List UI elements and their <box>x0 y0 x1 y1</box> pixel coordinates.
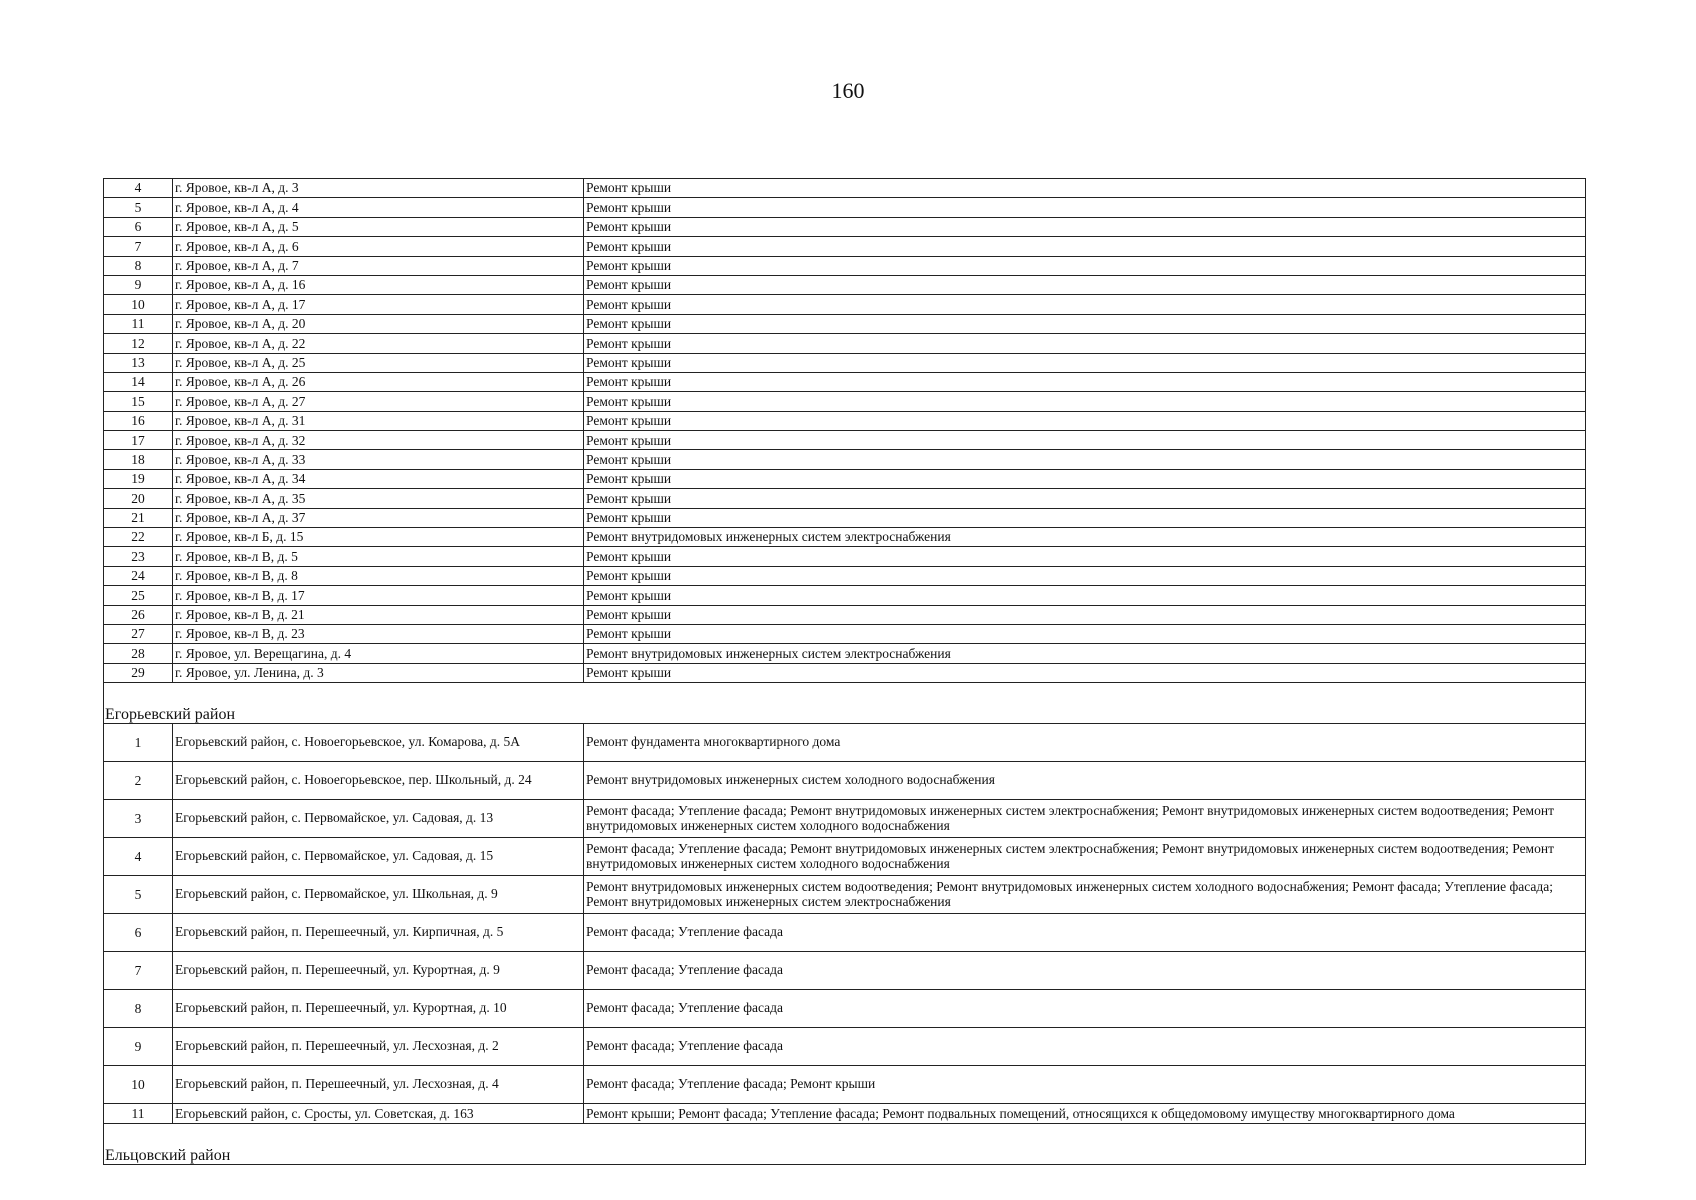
table-row <box>104 295 1586 314</box>
row-address: Егорьевский район, п. Перешеечный, ул. Лесхозная, д. 4 <box>173 1066 584 1104</box>
table-row <box>104 838 1586 876</box>
row-address: г. Яровое, кв-л А, д. 26 <box>173 372 584 391</box>
row-work-type: Ремонт фасада; Утепление фасада <box>584 914 1586 952</box>
row-work-type: Ремонт крыши <box>584 663 1586 682</box>
row-number: 21 <box>104 508 173 527</box>
table-row <box>104 198 1586 217</box>
row-number: 19 <box>104 469 173 488</box>
row-address: г. Яровое, кв-л А, д. 17 <box>173 295 584 314</box>
row-number: 10 <box>104 295 173 314</box>
row-work-type: Ремонт крыши <box>584 275 1586 294</box>
table-row <box>104 952 1586 990</box>
table-row <box>104 314 1586 333</box>
row-address: г. Яровое, кв-л А, д. 16 <box>173 275 584 294</box>
table-row <box>104 800 1586 838</box>
row-number: 4 <box>104 179 173 198</box>
row-address: Егорьевский район, с. Первомайское, ул. Садовая, д. 15 <box>173 838 584 876</box>
row-number: 22 <box>104 528 173 547</box>
row-number: 9 <box>104 275 173 294</box>
row-number: 27 <box>104 624 173 643</box>
row-work-type: Ремонт внутридомовых инженерных систем электроснабжения <box>584 528 1586 547</box>
row-number: 4 <box>104 838 173 876</box>
row-work-type: Ремонт крыши <box>584 431 1586 450</box>
table-row <box>104 914 1586 952</box>
row-number: 5 <box>104 876 173 914</box>
row-number: 11 <box>104 1104 173 1123</box>
row-address: Егорьевский район, с. Новоегорьевское, пер. Школьный, д. 24 <box>173 762 584 800</box>
table-row <box>104 237 1586 256</box>
row-work-type: Ремонт крыши <box>584 179 1586 198</box>
table-row <box>104 489 1586 508</box>
row-address: г. Яровое, кв-л А, д. 6 <box>173 237 584 256</box>
row-work-type: Ремонт крыши <box>584 489 1586 508</box>
row-work-type: Ремонт внутридомовых инженерных систем электроснабжения <box>584 644 1586 663</box>
row-number: 25 <box>104 586 173 605</box>
row-number: 28 <box>104 644 173 663</box>
row-address: г. Яровое, кв-л Б, д. 15 <box>173 528 584 547</box>
row-work-type: Ремонт крыши <box>584 295 1586 314</box>
table-row <box>104 644 1586 663</box>
row-address: г. Яровое, кв-л В, д. 21 <box>173 605 584 624</box>
row-address: Егорьевский район, с. Сросты, ул. Советская, д. 163 <box>173 1104 584 1123</box>
row-address: Егорьевский район, с. Новоегорьевское, ул. Комарова, д. 5А <box>173 724 584 762</box>
row-number: 16 <box>104 411 173 430</box>
row-number: 7 <box>104 952 173 990</box>
row-address: г. Яровое, кв-л А, д. 34 <box>173 469 584 488</box>
row-address: Егорьевский район, п. Перешеечный, ул. Лесхозная, д. 2 <box>173 1028 584 1066</box>
row-work-type: Ремонт крыши <box>584 256 1586 275</box>
row-number: 14 <box>104 372 173 391</box>
table-row <box>104 528 1586 547</box>
table-row <box>104 334 1586 353</box>
table-row <box>104 1104 1586 1123</box>
row-address: Егорьевский район, п. Перешеечный, ул. Курортная, д. 10 <box>173 990 584 1028</box>
row-address: Егорьевский район, п. Перешеечный, ул. Кирпичная, д. 5 <box>173 914 584 952</box>
row-number: 1 <box>104 724 173 762</box>
table-row <box>104 1028 1586 1066</box>
row-number: 18 <box>104 450 173 469</box>
table-row <box>104 256 1586 275</box>
row-address: г. Яровое, кв-л А, д. 25 <box>173 353 584 372</box>
row-address: г. Яровое, кв-л А, д. 4 <box>173 198 584 217</box>
row-address: г. Яровое, кв-л А, д. 22 <box>173 334 584 353</box>
table-row <box>104 275 1586 294</box>
yarovoe-rows <box>104 179 1586 683</box>
row-work-type: Ремонт крыши <box>584 547 1586 566</box>
row-address: г. Яровое, кв-л А, д. 5 <box>173 217 584 236</box>
row-work-type: Ремонт крыши; Ремонт фасада; Утепление фасада; Ремонт подвальных помещений, относящихся к общедомовому имуществу многоквартирного дома <box>584 1104 1586 1123</box>
row-number: 3 <box>104 800 173 838</box>
row-work-type: Ремонт фасада; Утепление фасада; Ремонт внутридомовых инженерных систем электроснабжения; Ремонт внутридомовых инженерных систем водоотведения; Ремонт внутридомовых инженерных систем холодного водоснабжения <box>584 800 1586 838</box>
table-row <box>104 547 1586 566</box>
table-row <box>104 990 1586 1028</box>
row-number: 9 <box>104 1028 173 1066</box>
row-address: г. Яровое, ул. Верещагина, д. 4 <box>173 644 584 663</box>
row-address: Егорьевский район, с. Первомайское, ул. Школьная, д. 9 <box>173 876 584 914</box>
section-title: Егорьевский район <box>104 703 1586 724</box>
row-number: 23 <box>104 547 173 566</box>
row-address: г. Яровое, кв-л В, д. 17 <box>173 586 584 605</box>
table-row <box>104 586 1586 605</box>
table-row <box>104 431 1586 450</box>
row-number: 5 <box>104 198 173 217</box>
table-row <box>104 508 1586 527</box>
row-number: 8 <box>104 256 173 275</box>
row-work-type: Ремонт фасада; Утепление фасада; Ремонт крыши <box>584 1066 1586 1104</box>
section-title: Ельцовский район <box>104 1144 1586 1165</box>
table-row <box>104 566 1586 585</box>
row-number: 13 <box>104 353 173 372</box>
row-address: г. Яровое, кв-л А, д. 3 <box>173 179 584 198</box>
row-number: 11 <box>104 314 173 333</box>
row-work-type: Ремонт крыши <box>584 508 1586 527</box>
table-row <box>104 179 1586 198</box>
row-address: г. Яровое, кв-л В, д. 8 <box>173 566 584 585</box>
table-row <box>104 469 1586 488</box>
table-row <box>104 392 1586 411</box>
table-row <box>104 624 1586 643</box>
row-number: 15 <box>104 392 173 411</box>
row-address: г. Яровое, кв-л А, д. 32 <box>173 431 584 450</box>
row-address: г. Яровое, кв-л В, д. 23 <box>173 624 584 643</box>
table-row <box>104 372 1586 391</box>
row-address: Егорьевский район, с. Первомайское, ул. Садовая, д. 13 <box>173 800 584 838</box>
table-row <box>104 1066 1586 1104</box>
row-work-type: Ремонт фасада; Утепление фасада <box>584 952 1586 990</box>
table-row <box>104 605 1586 624</box>
table-row <box>104 411 1586 430</box>
row-address: г. Яровое, ул. Ленина, д. 3 <box>173 663 584 682</box>
row-number: 24 <box>104 566 173 585</box>
table-row <box>104 762 1586 800</box>
row-number: 8 <box>104 990 173 1028</box>
row-work-type: Ремонт крыши <box>584 198 1586 217</box>
row-address: г. Яровое, кв-л А, д. 31 <box>173 411 584 430</box>
row-address: г. Яровое, кв-л А, д. 35 <box>173 489 584 508</box>
row-number: 26 <box>104 605 173 624</box>
repair-program-table <box>103 178 1586 1165</box>
row-address: г. Яровое, кв-л А, д. 7 <box>173 256 584 275</box>
row-number: 29 <box>104 663 173 682</box>
row-work-type: Ремонт крыши <box>584 624 1586 643</box>
row-work-type: Ремонт крыши <box>584 334 1586 353</box>
row-work-type: Ремонт крыши <box>584 392 1586 411</box>
row-number: 6 <box>104 914 173 952</box>
row-number: 12 <box>104 334 173 353</box>
row-work-type: Ремонт крыши <box>584 353 1586 372</box>
row-work-type: Ремонт крыши <box>584 586 1586 605</box>
table-row <box>104 663 1586 682</box>
row-work-type: Ремонт крыши <box>584 566 1586 585</box>
row-number: 6 <box>104 217 173 236</box>
row-address: г. Яровое, кв-л А, д. 33 <box>173 450 584 469</box>
egorevsky-rows <box>104 724 1586 1123</box>
row-number: 20 <box>104 489 173 508</box>
row-work-type: Ремонт крыши <box>584 372 1586 391</box>
row-address: г. Яровое, кв-л А, д. 20 <box>173 314 584 333</box>
row-work-type: Ремонт внутридомовых инженерных систем холодного водоснабжения <box>584 762 1586 800</box>
table-row <box>104 217 1586 236</box>
row-work-type: Ремонт внутридомовых инженерных систем водоотведения; Ремонт внутридомовых инженерных систем холодного водоснабжения; Ремонт фасада; Утепление фасада; Ремонт внутридомовых инженерных систем электроснабжения <box>584 876 1586 914</box>
row-number: 17 <box>104 431 173 450</box>
table-row <box>104 724 1586 762</box>
table-row <box>104 876 1586 914</box>
row-work-type: Ремонт крыши <box>584 314 1586 333</box>
row-number: 10 <box>104 1066 173 1104</box>
row-address: г. Яровое, кв-л В, д. 5 <box>173 547 584 566</box>
row-number: 7 <box>104 237 173 256</box>
table-row <box>104 353 1586 372</box>
row-work-type: Ремонт крыши <box>584 605 1586 624</box>
row-work-type: Ремонт крыши <box>584 237 1586 256</box>
row-work-type: Ремонт фасада; Утепление фасада <box>584 990 1586 1028</box>
section-eltsovsky <box>104 1123 1586 1164</box>
row-address: Егорьевский район, п. Перешеечный, ул. Курортная, д. 9 <box>173 952 584 990</box>
row-address: г. Яровое, кв-л А, д. 27 <box>173 392 584 411</box>
section-egorevsky <box>104 683 1586 724</box>
row-work-type: Ремонт фасада; Утепление фасада <box>584 1028 1586 1066</box>
row-work-type: Ремонт фасада; Утепление фасада; Ремонт внутридомовых инженерных систем электроснабжения; Ремонт внутридомовых инженерных систем водоотведения; Ремонт внутридомовых инженерных систем холодного водоснабжения <box>584 838 1586 876</box>
row-number: 2 <box>104 762 173 800</box>
row-work-type: Ремонт крыши <box>584 450 1586 469</box>
row-address: г. Яровое, кв-л А, д. 37 <box>173 508 584 527</box>
page-number: 160 <box>831 78 865 103</box>
row-work-type: Ремонт крыши <box>584 411 1586 430</box>
table-row <box>104 450 1586 469</box>
row-work-type: Ремонт крыши <box>584 217 1586 236</box>
row-work-type: Ремонт крыши <box>584 469 1586 488</box>
row-work-type: Ремонт фундамента многоквартирного дома <box>584 724 1586 762</box>
